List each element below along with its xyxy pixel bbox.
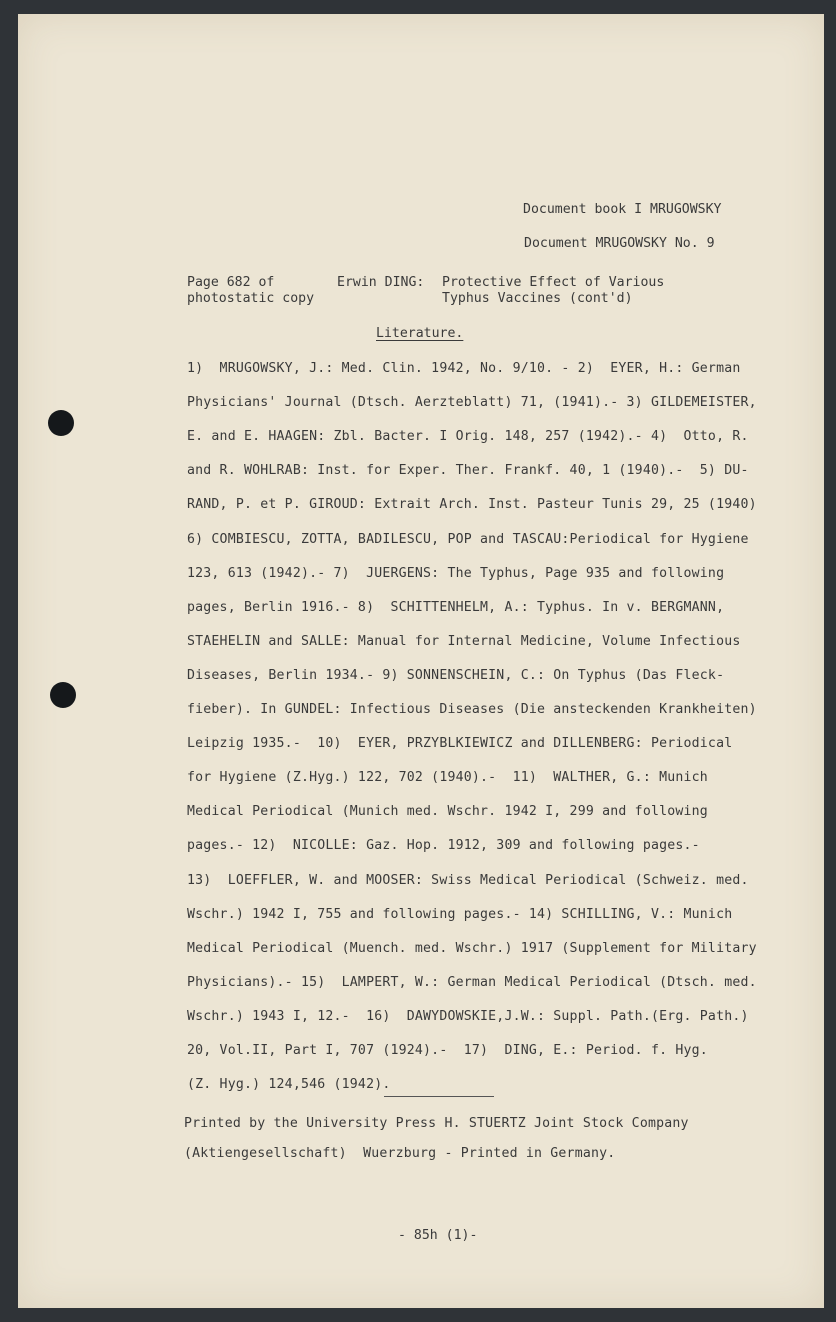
literature-line: and R. WOHLRAB: Inst. for Exper. Ther. Frankf. 40, 1 (1940).- 5) DU-: [187, 463, 749, 479]
literature-line: fieber). In GUNDEL: Infectious Diseases (Die ansteckenden Krankheiten): [187, 702, 757, 717]
document-number-label: Document MRUGOWSKY No. 9: [524, 236, 715, 251]
literature-line: Physicians).- 15) LAMPERT, W.: German Medical Periodical (Dtsch. med.: [187, 974, 757, 990]
literature-line: Wschr.) 1943 I, 12.- 16) DAWYDOWSKIE,J.W.: Suppl. Path.(Erg. Path.): [187, 1008, 749, 1024]
literature-line: RAND, P. et P. GIROUD: Extrait Arch. Inst. Pasteur Tunis 29, 25 (1940): [187, 497, 757, 513]
imprint-line-2: (Aktiengesellschaft) Wuerzburg - Printed in Germany.: [184, 1146, 616, 1161]
literature-line: Leipzig 1935.- 10) EYER, PRZYBLKIEWICZ and DILLENBERG: Periodical: [187, 736, 733, 752]
literature-line: STAEHELIN and SALLE: Manual for Internal Medicine, Volume Infectious: [187, 633, 741, 649]
literature-line: 123, 613 (1942).- 7) JUERGENS: The Typhus, Page 935 and following: [187, 565, 725, 581]
article-title-line-1: Protective Effect of Various: [442, 275, 665, 290]
literature-line: for Hygiene (Z.Hyg.) 122, 702 (1940).- 11) WALTHER, G.: Munich: [187, 770, 708, 786]
document-page: [18, 14, 824, 1308]
literature-line: (Z. Hyg.) 124,546 (1942).: [187, 1077, 391, 1093]
page-reference-line-2: photostatic copy: [187, 291, 315, 306]
divider-rule: [384, 1096, 494, 1097]
literature-line: Wschr.) 1942 I, 755 and following pages.- 14) SCHILLING, V.: Munich: [187, 906, 733, 922]
literature-line: Medical Periodical (Munich med. Wschr. 1942 I, 299 and following: [187, 804, 708, 820]
punch-hole-top: [48, 410, 74, 436]
page-reference-line-1: Page 682 of: [187, 275, 275, 290]
document-book-label: Document book I MRUGOWSKY: [523, 202, 722, 217]
section-title: Literature.: [376, 326, 464, 341]
literature-line: Physicians' Journal (Dtsch. Aerzteblatt) 71, (1941).- 3) GILDEMEISTER,: [187, 395, 757, 411]
literature-line: 6) COMBIESCU, ZOTTA, BADILESCU, POP and TASCAU:Periodical for Hygiene: [187, 531, 749, 547]
literature-line: E. and E. HAAGEN: Zbl. Bacter. I Orig. 148, 257 (1942).- 4) Otto, R.: [187, 429, 749, 445]
imprint-line-1: Printed by the University Press H. STUERTZ Joint Stock Company: [184, 1116, 689, 1131]
author-label: Erwin DING:: [337, 275, 425, 290]
literature-line: pages, Berlin 1916.- 8) SCHITTENHELM, A.: Typhus. In v. BERGMANN,: [187, 599, 725, 615]
literature-line: 1) MRUGOWSKY, J.: Med. Clin. 1942, No. 9/10. - 2) EYER, H.: German: [187, 361, 741, 376]
article-title-line-2: Typhus Vaccines (cont'd): [442, 291, 633, 306]
literature-line: 20, Vol.II, Part I, 707 (1924).- 17) DING, E.: Period. f. Hyg.: [187, 1043, 708, 1058]
punch-hole-bottom: [50, 682, 76, 708]
literature-line: pages.- 12) NICOLLE: Gaz. Hop. 1912, 309 and following pages.-: [187, 838, 700, 854]
literature-line: Diseases, Berlin 1934.- 9) SONNENSCHEIN, C.: On Typhus (Das Fleck-: [187, 667, 725, 683]
literature-line: Medical Periodical (Muench. med. Wschr.) 1917 (Supplement for Military: [187, 940, 757, 956]
page-number: - 85h (1)-: [398, 1228, 478, 1243]
literature-line: 13) LOEFFLER, W. and MOOSER: Swiss Medical Periodical (Schweiz. med.: [187, 872, 749, 888]
